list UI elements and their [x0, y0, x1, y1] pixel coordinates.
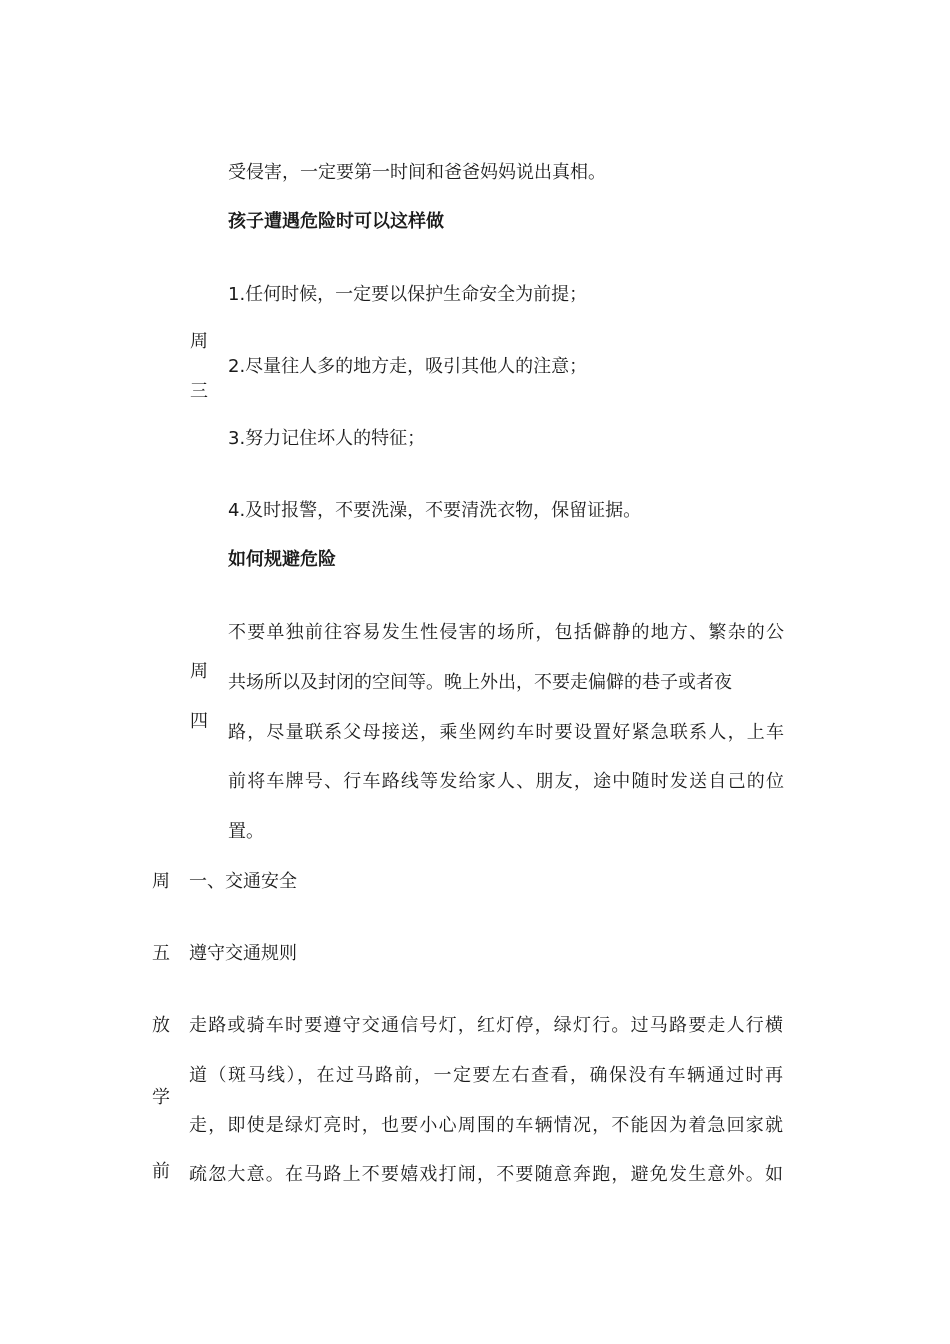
day-label-char: 五: [152, 943, 170, 964]
day-label-char: 四: [190, 711, 208, 732]
section-heading: 孩子遭遇危险时可以这样做: [228, 211, 444, 232]
section-subheading: 遵守交通规则: [189, 943, 297, 964]
section-heading: 一、交通安全: [189, 871, 297, 892]
paragraph-line: 不要单独前往容易发生性侵害的场所，包括僻静的地方、繁杂的公: [228, 622, 784, 643]
list-item: 4.及时报警，不要洗澡，不要清洗衣物，保留证据。: [228, 500, 642, 521]
paragraph-line: 共场所以及封闭的空间等。晚上外出，不要走偏僻的巷子或者夜: [228, 672, 732, 693]
paragraph-line: 疏忽大意。在马路上不要嬉戏打闹，不要随意奔跑，避免发生意外。如: [189, 1164, 783, 1185]
paragraph-line: 路，尽量联系父母接送，乘坐网约车时要设置好紧急联系人，上车: [228, 722, 784, 743]
list-item: 1.任何时候，一定要以保护生命安全为前提；: [228, 284, 588, 305]
paragraph-line: 受侵害，一定要第一时间和爸爸妈妈说出真相。: [228, 162, 606, 183]
day-label-char: 周: [190, 661, 208, 682]
paragraph-line: 前将车牌号、行车路线等发给家人、朋友，途中随时发送自己的位: [228, 771, 784, 792]
list-item: 3.努力记住坏人的特征；: [228, 428, 426, 449]
day-label-char: 放: [152, 1015, 170, 1036]
day-label-char: 三: [190, 381, 208, 402]
paragraph-line: 走，即使是绿灯亮时，也要小心周围的车辆情况，不能因为着急回家就: [189, 1115, 783, 1136]
list-item: 2.尽量往人多的地方走，吸引其他人的注意；: [228, 356, 588, 377]
day-label-char: 周: [190, 331, 208, 352]
section-heading: 如何规避危险: [228, 549, 336, 570]
day-label-char: 前: [152, 1161, 170, 1182]
day-label-char: 学: [152, 1087, 170, 1108]
paragraph-line: 道（斑马线），在过马路前，一定要左右查看，确保没有车辆通过时再: [189, 1065, 783, 1086]
paragraph-line: 置。: [228, 821, 264, 842]
paragraph-line: 走路或骑车时要遵守交通信号灯，红灯停，绿灯行。过马路要走人行横: [189, 1015, 783, 1036]
day-label-char: 周: [152, 871, 170, 892]
